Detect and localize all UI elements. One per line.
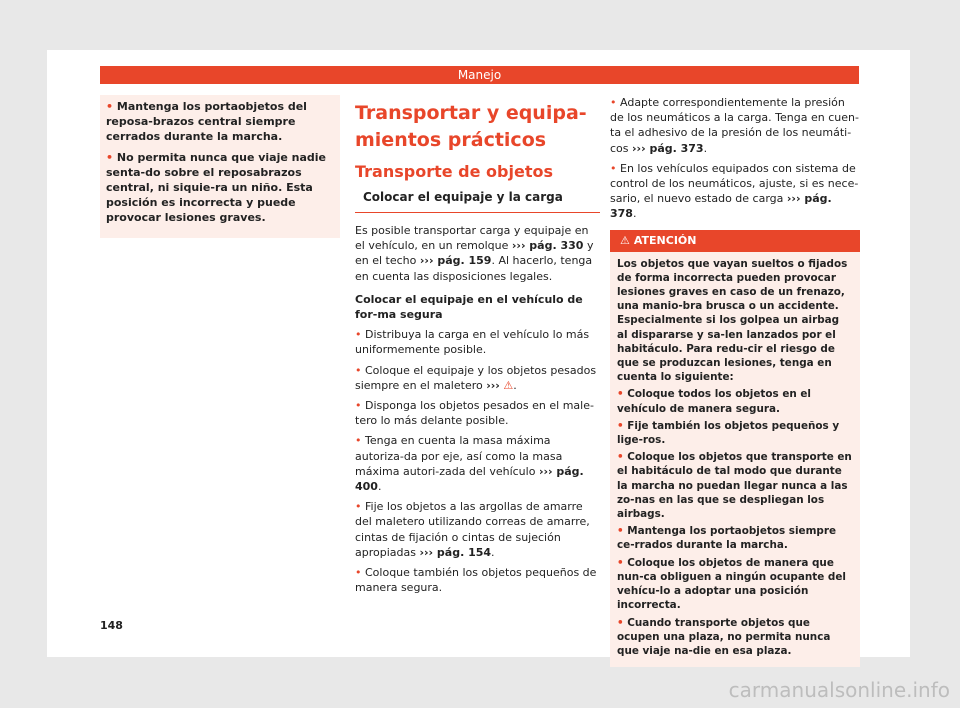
bullet-icon: • — [617, 419, 624, 432]
left-box-item: • No permita nunca que viaje nadie senta-do sobre el reposabrazos central, ni siquie-ra un niño. Esta posición es incorrecta y puede provocar lesiones graves. — [106, 150, 327, 225]
bullet-icon: • — [106, 100, 114, 113]
section-heading: Colocar el equipaje y la carga — [355, 188, 600, 213]
bullet-icon: • — [610, 161, 617, 175]
left-box-item: • Mantenga los portaobjetos del reposa-brazos central siempre cerrados durante la marcha. — [106, 100, 307, 144]
attention-item: • Coloque los objetos de manera que nun-ca obliguen a ningún ocupante del vehícu-lo a adoptar una posición incorrecta. — [617, 556, 846, 612]
list-item: • Coloque el equipaje y los objetos pesados siempre en el maletero ››› ⚠. — [355, 363, 597, 392]
attention-item: • Fije también los objetos pequeños y lige-ros. — [617, 419, 840, 447]
attention-intro: Los objetos que vayan sueltos o fijados de forma incorrecta pueden provocar lesiones graves en caso de un frenazo, una manio-bra brusca o un accidente. Especialmente si los golpea un airbag al dispararse y sa-len lanzados por el habitáculo. Para redu-cir el riesgo de que se produzcan lesiones, tenga en cuenta lo siguiente: — [617, 257, 848, 384]
list-item: • Coloque también los objetos pequeños de manera segura. — [355, 566, 597, 595]
attention-item: • Coloque todos los objetos en el vehículo de manera segura. — [617, 388, 811, 415]
page-link[interactable]: ››› pág. 154 — [419, 545, 492, 559]
list-item: • En los vehículos equipados con sistema de control de los neumáticos, ajuste, si es nece-sario, el nuevo estado de carga ››› pág. 378. — [610, 161, 859, 221]
attention-item: • Cuando transporte objetos que ocupen una plaza, no permita nunca que viaje na-die en esa plaza. — [617, 616, 831, 657]
bullet-icon: • — [355, 500, 362, 514]
attention-header: ⚠ ATENCIÓN — [610, 230, 860, 252]
list-item: • Adapte correspondientemente la presión de los neumáticos a la carga. Tenga en cuen-ta el adhesivo de la presión de los neumáti-cos ››› pág. 373. — [610, 96, 859, 155]
bullet-icon: • — [355, 328, 362, 342]
attention-item: • Coloque los objetos que transporte en el habitáculo de tal modo que durante la marcha no puedan llegar nunca a las zo-nas en las que se despliegan los airbags. — [617, 451, 852, 521]
bullet-icon: • — [617, 525, 624, 538]
bullet-icon: • — [355, 434, 362, 448]
bullet-icon: • — [617, 616, 624, 629]
page-number: 148 — [100, 619, 123, 632]
list-item: • Disponga los objetos pesados en el male-tero lo más delante posible. — [355, 399, 594, 428]
bullet-icon: • — [106, 150, 114, 164]
intro-paragraph: Es posible transportar carga y equipaje en el vehículo, en un remolque ››› pág. 330 y en el techo ››› pág. 159. Al hacerlo, tenga en cuenta las disposiciones legales. — [355, 224, 594, 283]
bullet-icon: • — [355, 399, 362, 413]
bullet-icon: • — [355, 566, 362, 580]
attention-body — [610, 252, 860, 667]
list-item: • Distribuya la carga en el vehículo lo más uniformemente posible. — [355, 328, 590, 357]
chapter-title: Transportar y equipa-mientos prácticos — [355, 102, 587, 151]
page-link[interactable]: ››› — [486, 378, 500, 392]
subheading: Colocar el equipaje en el vehículo de for-ma segura — [355, 292, 583, 322]
attention-box — [610, 230, 860, 667]
bullet-icon: • — [355, 363, 362, 377]
page-link[interactable]: ››› pág. 330 — [511, 239, 584, 253]
chapter-subtitle: Transporte de objetos — [355, 162, 553, 181]
left-warning-box — [100, 95, 340, 238]
page-link[interactable]: ››› pág. 373 — [632, 141, 704, 155]
right-column — [610, 95, 860, 667]
list-item: • Fije los objetos a las argollas de amarre del maletero utilizando correas de amarre, cintas de fijación o cintas de sujeción apropiadas ››› pág. 154. — [355, 500, 590, 559]
section-header: Manejo — [100, 66, 859, 84]
page-link[interactable]: ››› pág. 400 — [355, 464, 584, 494]
bullet-icon: • — [610, 96, 617, 109]
warning-icon: ⚠ — [503, 378, 514, 392]
left-column — [100, 95, 340, 238]
bullet-icon: • — [617, 388, 624, 401]
bullet-icon: • — [617, 451, 624, 464]
watermark: carmanualsonline.info — [728, 678, 950, 702]
list-item: • Tenga en cuenta la masa máxima autoriza-da por eje, así como la masa máxima autori-zada del vehículo ››› pág. 400. — [355, 434, 584, 494]
middle-column — [355, 95, 600, 600]
page-link[interactable]: ››› pág. 378 — [610, 192, 832, 221]
attention-item: • Mantenga los portaobjetos siempre ce-rrados durante la marcha. — [617, 525, 837, 552]
page-link[interactable]: ››› pág. 159 — [419, 254, 492, 268]
bullet-icon: • — [617, 556, 624, 569]
warning-icon: ⚠ — [620, 233, 630, 247]
